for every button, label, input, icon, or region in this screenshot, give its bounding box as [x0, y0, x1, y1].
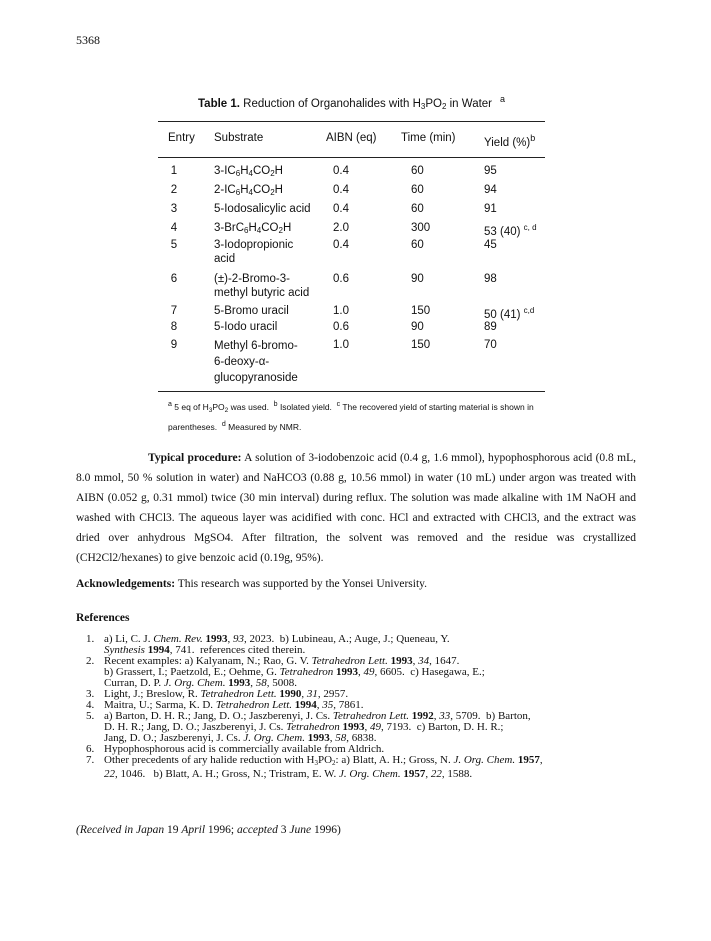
typical-procedure-paragraph: [76, 448, 636, 568]
row3-entry: 3: [170, 203, 178, 215]
page-number: 5368: [76, 33, 100, 47]
row7-aibn: 1.0: [333, 305, 349, 317]
header-entry: Entry: [168, 132, 195, 144]
row3-time: 60: [411, 203, 424, 215]
row5-time: 60: [411, 239, 424, 251]
row2-substrate: $2-IC_6H_4CO_2H$: [214, 184, 283, 197]
row1-yield: 95: [484, 165, 497, 177]
row8-time: 90: [411, 321, 424, 333]
row9-substrate: Methyl 6-bromo- 6-deoxy-α- glucopyranoside: [214, 340, 298, 384]
table-bottom-rule: [158, 391, 545, 392]
row4-time: 300: [411, 222, 431, 234]
table-title: Table 1. Reduction of Organohalides with $H_3PO_2$ in Water $^a$: [198, 94, 506, 111]
row3-yield: 91: [484, 203, 497, 215]
row7-substrate: 5-Bromo uracil: [214, 305, 289, 317]
procedure-text: A solution of 3-iodobenzoic acid (0.4 g, 1.6 mmol), hypophosphorous acid (0.8 mL, 8.0 mmol, 50 % solution in water) and NaHCO3 (0.88 g, 10.56 mmol) in water (10 mL) under argon was treated with AIBN (0.052 g, 0.31 mmol) twice (30 min interval) during reflux. The solution was made alkaline with 1M NaOH and washed with CHCl3. The aqueous layer was acidified with conc. HCl and extracted with CHCl3, and the extract was dried over anhydrous MgSO4. After filtration, the solvent was removed and the residue was crystallized (CH2Cl2/hexanes) to give benzoic acid (0.19g, 95%).: [76, 452, 636, 564]
reference-5: 5. a) Barton, D. H. R.; Jang, D. O.; Jaszberenyi, J. Cs. Tetrahedron Lett. 1992, 33, 5709. b) Barton, D. H. R.; Jang, D. O.; Jaszberenyi, J. Cs. Tetrahedron 1993, 49, 7193. c) Barton, D. H. R.; Jang, D. O.; Jaszberenyi, J. Cs. J. Org. Chem. 1993, 58, 6838.: [86, 710, 531, 744]
row1-entry: 1: [170, 165, 178, 177]
row2-yield: 94: [484, 184, 497, 196]
reference-4: 4. Maitra, U.; Sarma, K. D. Tetrahedron Lett. 1994, 35, 7861.: [86, 699, 364, 711]
references-heading: References: [76, 612, 130, 624]
row7-yield: 50 (41) $^{c,d}$: [484, 306, 535, 321]
title-footnote-mark: a: [500, 94, 506, 104]
row6-entry: 6: [170, 273, 178, 285]
row3-aibn: 0.4: [333, 203, 349, 215]
row9-aibn: 1.0: [333, 339, 349, 351]
row6-substrate: (±)-2-Bromo-3- methyl butyric acid: [214, 273, 310, 299]
row5-yield: 45: [484, 239, 497, 251]
row8-entry: 8: [170, 321, 178, 333]
row8-yield: 89: [484, 321, 497, 333]
row5-aibn: 0.4: [333, 239, 349, 251]
row2-time: 60: [411, 184, 424, 196]
reference-6: 6. Hypophosphorous acid is commercially available from Aldrich.: [86, 743, 385, 755]
row4-aibn: 2.0: [333, 222, 349, 234]
row6-yield: 98: [484, 273, 497, 285]
row5-substrate: 3-Iodopropionic acid: [214, 239, 294, 265]
reference-2: 2. Recent examples: a) Kalyanam, N.; Rao, G. V. Tetrahedron Lett. 1993, 34, 1647. b) Grassert, I.; Paetzold, E.; Oehme, G. Tetrahedron 1993, 49, 6605. c) Hasegawa, E.; Curran, D. P. J. Org. Chem. 1993, 58, 5008.: [86, 655, 485, 689]
received-line: (Received in Japan 19 April 1996; accepted 3 June 1996): [76, 824, 341, 836]
row6-time: 90: [411, 273, 424, 285]
table-header-rule: [158, 157, 545, 158]
row6-aibn: 0.6: [333, 273, 349, 285]
row4-substrate: $3-BrC_6H_4CO_2H$: [214, 222, 292, 235]
table-footnotes: $^a$ 5 eq of $H_3PO_2$ was used. $^b$ Isolated yield. $^c$ The recovered yield of starting material is shown in parentheses. $^d$ Measured by NMR.: [168, 401, 534, 432]
row9-yield: 70: [484, 339, 497, 351]
row9-time: 150: [411, 339, 431, 351]
row1-time: 60: [411, 165, 424, 177]
reference-1: 1. a) Li, C. J. Chem. Rev. 1993, 93, 2023. b) Lubineau, A.; Auge, J.; Queneau, Y. Synthesis 1994, 741. references cited therein.: [86, 633, 450, 656]
header-aibn: AIBN (eq): [326, 132, 377, 144]
reference-3: 3. Light, J.; Breslow, R. Tetrahedron Lett. 1990, 31, 2957.: [86, 688, 349, 700]
row4-yield: 53 (40) $^{c, d}$: [484, 223, 537, 238]
row3-substrate: 5-Iodosalicylic acid: [214, 203, 311, 215]
table-top-rule: [158, 121, 545, 122]
row8-aibn: 0.6: [333, 321, 349, 333]
row9-entry: 9: [170, 339, 178, 351]
row1-substrate: $3-IC_6H_4CO_2H$: [214, 165, 283, 178]
row4-entry: 4: [170, 222, 178, 234]
row5-entry: 5: [170, 239, 178, 251]
reference-7: 7. Other precedents of ary halide reduction with $H_3PO_2$: a) Blatt, A. H.; Gross, N. J. Org. Chem. 1957, 22, 1046. b) Blatt, A. H.; Gross, N.; Tristram, E. W. J. Org. Chem. 1957, 22, 1588.: [86, 754, 543, 780]
row8-substrate: 5-Iodo uracil: [214, 321, 278, 333]
row7-entry: 7: [170, 305, 178, 317]
header-substrate: Substrate: [214, 132, 264, 144]
header-yield: Yield (%)$^b$: [484, 133, 536, 149]
row1-aibn: 0.4: [333, 165, 349, 177]
row2-aibn: 0.4: [333, 184, 349, 196]
procedure-label: Typical procedure:: [148, 452, 242, 464]
acknowledgements: Acknowledgements: This research was supported by the Yonsei University.: [76, 578, 428, 590]
row7-time: 150: [411, 305, 431, 317]
references-list: [80, 634, 640, 780]
header-time: Time (min): [401, 132, 456, 144]
row2-entry: 2: [170, 184, 178, 196]
